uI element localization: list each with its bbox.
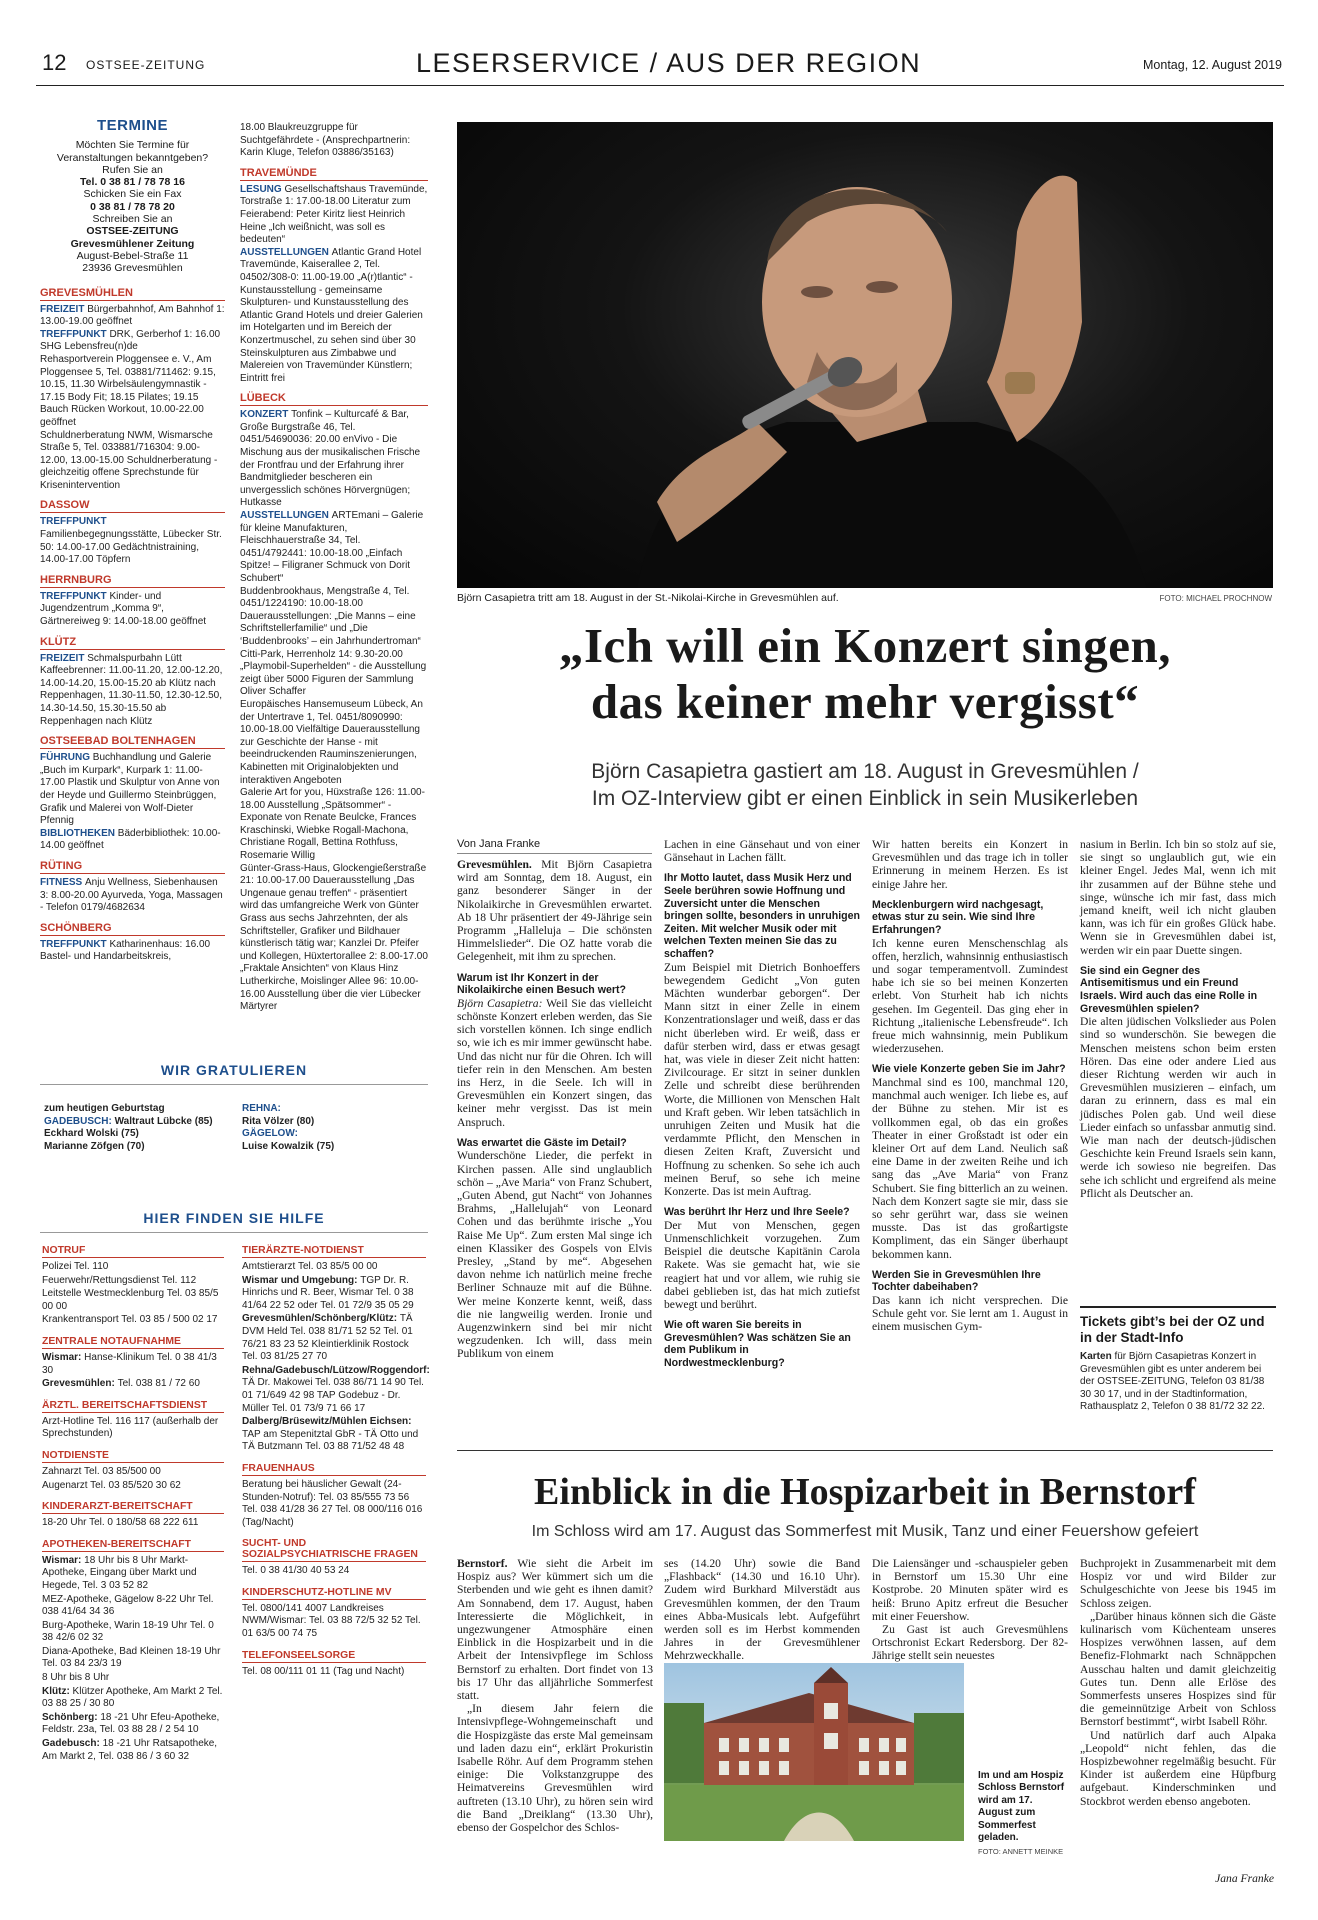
hilfe-entry-text: Krankentransport Tel. 03 85 / 500 02 17 [42, 1314, 218, 1326]
termine-title: TERMINE [97, 117, 168, 134]
hilfe-entry-text: Leitstelle Westmecklenburg Tel. 03 85/5 00 00 [42, 1288, 219, 1312]
hilfe-entry [42, 1275, 224, 1288]
hilfe-entry-bold: Gadebusch: [42, 1738, 103, 1750]
event-text: Katharinenhaus: 16.00 Bastel- und Handarbeitskreis, [40, 938, 211, 963]
event-entry [40, 354, 225, 430]
event-category-label: TREFFPUNKT [40, 516, 107, 528]
schloss-illustration [664, 1663, 964, 1841]
hilfe-entry-text: 18-20 Uhr Tel. 0 180/58 68 222 611 [42, 1517, 199, 1529]
second-author: Jana Franke [1215, 1872, 1274, 1885]
paragraph-text: Lachen in eine Gänsehaut und von einer Gänsehaut in Lachen fällt. [664, 838, 860, 865]
hilfe-section-heading: TIERÄRZTE-NOTDIENST [242, 1245, 426, 1258]
hilfe-entry-text: Diana-Apotheke, Bad Kleinen 18-19 Uhr Tel. 03 84 23/3 19 [42, 1645, 221, 1670]
event-category-label: TREFFPUNKT [40, 328, 110, 340]
event-section-heading: HERRNBURG [40, 574, 225, 588]
hilfe-entry-text: Feuerwehr/Rettungsdienst Tel. 112 [42, 1274, 197, 1286]
interview-question: Ihr Motto lautet, dass Musik Herz und Seele berühren sowie Hoffnung und Zuversicht unter die Menschen bringen sollte, besonders in unruhigen Zeiten. Mit welcher Musik oder mit welchen Texten meinen Sie das zu schaffen? [664, 872, 860, 960]
gratulieren-name: Luise Kowalzik (75) [242, 1140, 335, 1152]
hilfe-entry-bold: Schönberg: [42, 1711, 101, 1723]
event-entry [240, 863, 428, 976]
paragraph-text: Manchmal sind es 100, manchmal 120, manchmal auch weniger. Ich liebe es, auf der Bühne zu stehen. Mir ist es vollkommen egal, ob das ein großes Theater in einer Großstadt ist oder ein kleiner Ort auf dem Land. Neulich saß eine Dame in der zweiten Reihe und ich sang das „Ave Maria“ von Franz Schubert. Sie fing bitterlich an zu weinen. Nach dem Konzert sagte sie mir, dass sie so sehr gerührt war, dass sie weinen musste. Das ist das großartigste Kompliment, das ein Sänger überhaupt bekommen kann. [872, 1076, 1068, 1261]
schloss-caption-text: Im und am Hospiz Schloss Bernstorf wird am 17. August zum Sommerfest geladen. [978, 1770, 1065, 1844]
hilfe-entry [242, 1565, 426, 1578]
events-column-1 [40, 117, 225, 964]
event-category-label: FREIZEIT [40, 303, 88, 315]
article-paragraph [1080, 1015, 1276, 1200]
event-text: Anju Wellness, Siebenhausen 3: 8.00-20.00 Ayurveda, Yoga, Massagen - Telefon 0179/4682634 [40, 876, 223, 914]
schloss-photo [664, 1663, 964, 1841]
termine-fax-intro: Schicken Sie ein Fax [83, 188, 182, 201]
hilfe-section-heading: APOTHEKEN-BEREITSCHAFT [42, 1539, 224, 1552]
paragraph-lead: Björn Casapietra: [457, 996, 547, 1010]
hilfe-entry-bold: Grevesmühlen: [42, 1378, 118, 1390]
event-text: Citti-Park, Herrenholz 14: 9.30-20.00 „Playmobil-Superhelden“ - die Ausstellung zeigt über 5000 Figuren der Sammlung Oliver Schaffer [240, 648, 427, 698]
hilfe-entry-text: TAP am Stepenitztal GbR - TÄ Otto und TÄ Butzmann Tel. 03 88 71/52 48 48 [242, 1428, 419, 1453]
event-text: Buddenbrookhaus, Mengstraße 4, Tel. 0451/1224190: 10.00-18.00 Dauerausstellungen: „Die Manns – eine Schriftstellerfamilie“ und „Die ‘Buddenbrooks’ – ein Jahrhundertroman“ [240, 585, 421, 647]
paragraph-lead: Grevesmühlen. [457, 858, 542, 871]
event-section-heading: TRAVEMÜNDE [240, 167, 428, 181]
event-entry [240, 510, 428, 586]
section-title: LESERSERVICE / AUS DER REGION [416, 48, 922, 78]
gratulieren-place: GÄGELOW: [242, 1128, 298, 1140]
article-paragraph [664, 1557, 860, 1663]
gratulieren-right [242, 1103, 334, 1153]
event-text: Gesellschaftshaus Travemünde, Torstraße 1: 17.00-18.00 Literatur zum Feierabend: Peter Kiritz liest Heinrich Heine „Ich weißnicht, was soll es bedeuten“ [240, 183, 428, 246]
hilfe-entry-text: 18 -21 Uhr Ratsapotheke, Am Markt 2, Tel. 038 86 / 3 60 32 [42, 1738, 218, 1762]
main-headline [457, 618, 1273, 730]
hilfe-entry [42, 1416, 224, 1441]
article-paragraph [457, 1557, 653, 1702]
hilfe-entry [242, 1416, 426, 1454]
event-category-label: FÜHRUNG [40, 752, 93, 764]
hilfe-entry [242, 1261, 426, 1274]
event-text: Europäisches Hansemuseum Lübeck, An der Untertrave 1, Tel. 0451/8090990: 10.00-18.00 Vielfältige Dauerausstellung zur Geschichte der Hanse - mit beeindruckenden Rauminszenierungen, Kabinetten mit Originalobjekten und interaktiven Angeboten [240, 698, 423, 786]
second-headline: Einblick in die Hospizarbeit in Bernstorf [534, 1471, 1196, 1513]
article-column-3 [872, 838, 1068, 1334]
event-entry [40, 430, 225, 493]
termine-tel: Tel. 0 38 81 / 78 78 16 [80, 176, 185, 189]
event-entry [40, 752, 225, 828]
events-column-2 [240, 122, 428, 1014]
article-paragraph [664, 838, 860, 864]
second-column-1 [457, 1557, 653, 1834]
article-column-1 [457, 858, 652, 1361]
event-entry [40, 591, 225, 629]
main-subhead-line1: Björn Casapietra gastiert am 18. August in Grevesmühlen / [591, 760, 1139, 783]
article-paragraph [457, 1149, 652, 1360]
second-subhead: Im Schloss wird am 17. August das Sommerfest mit Musik, Tanz und einer Feuershow gefeiert [531, 1523, 1199, 1540]
event-entry [40, 516, 225, 566]
event-section-heading: RÜTING [40, 860, 225, 874]
interview-question: Wie viele Konzerte geben Sie im Jahr? [872, 1063, 1066, 1076]
article-paragraph [457, 1702, 653, 1834]
event-text: Kinder- und Jugendzentrum „Komma 9“, Gärtnereiweg 9: 14.00-18.00 geöffnet [40, 590, 207, 628]
event-text: Buchhandlung und Galerie „Buch im Kurpark“, Kurpark 1: 11.00-17.00 Plastik und Skulptur von Anne von der Heyde und Guillermo Steinbrüggen, Grafik und Malerei von Wolf-Dieter Pfennig [40, 752, 220, 827]
article-column-4 [1080, 838, 1276, 1200]
termine-addr1: OSTSEE-ZEITUNG [86, 225, 179, 238]
hilfe-entry [42, 1594, 224, 1619]
issue-date: Montag, 12. August 2019 [1143, 58, 1282, 72]
event-entry [240, 787, 428, 863]
page-header [36, 46, 1284, 86]
hilfe-section-heading: TELEFONSEELSORGE [242, 1650, 426, 1663]
gratulieren-entry [242, 1116, 334, 1129]
article-paragraph [1080, 1729, 1276, 1808]
schloss-photo-credit: FOTO: ANNETT MEINKE [978, 1847, 1064, 1857]
main-photo-credit: FOTO: MICHAEL PROCHNOW [1159, 594, 1272, 603]
article-paragraph [872, 838, 1068, 891]
event-entry [40, 329, 225, 354]
tickets-title: Tickets gibt’s bei der OZ und in der Stadt-Info [1080, 1314, 1265, 1345]
event-text: Schuldnerberatung NWM, Wismarsche Straße 5, Tel. 033881/716304: 9.00-12.00, 13.00-15.00 Schuldnerberatung - gleichzeitig offene Sprechstunde für Krisenintervention [40, 429, 218, 491]
article-paragraph [664, 961, 860, 1199]
paragraph-lead: Bernstorf. [457, 1557, 518, 1570]
hilfe-entry [42, 1480, 224, 1493]
event-category-label: AUSSTELLUNGEN [240, 246, 332, 258]
paragraph-text: Wir hatten bereits ein Konzert in Grevesmühlen und das trage ich in toller Erinnerung in meinem Herzen. Es ist einige Jahre her. [872, 838, 1068, 891]
main-subhead-line2: Im OZ-Interview gibt er einen Einblick in sein Musikerleben [591, 787, 1139, 810]
event-entry [240, 976, 428, 1014]
main-headline-line1: „Ich will ein Konzert singen, [558, 618, 1172, 673]
event-text: Galerie Art for you, Hüxstraße 126: 11.00-18.00 Ausstellung „Spätsommer“ - Exponate von Renate Beulcke, Frances Kraschinski, Wiebke Rogall-Machona, Christiane Rogall, Bettina Rothfuss, Rosemarie Willig [240, 787, 425, 862]
event-category-label: KONZERT [240, 409, 292, 421]
event-section-heading: OSTSEEBAD BOLTENHAGEN [40, 735, 225, 749]
hilfe-section-heading: NOTDIENSTE [42, 1450, 224, 1463]
hilfe-entry-text: Burg-Apotheke, Warin 18-19 Uhr Tel. 0 38 42/6 02 32 [42, 1619, 214, 1644]
hilfe-entry [242, 1666, 426, 1679]
interview-question: Was berührt Ihr Herz und Ihre Seele? [664, 1206, 850, 1219]
event-text: Atlantic Grand Hotel Travemünde, Kaiserallee 2, Tel. 04502/308-0: 11.00-19.00 „A(r)tlantic“ - Kunstausstellung - gemeinsame Skulpturen- und Kunstausstellung des Atlantic Grand Hotels und dreier Galerien im Hotelgarten und im Bereich der Konzertmuschel, zu sehen sind über 30 Steinskulpturen aus Zimbabwe und Malereien von Travemünder Künstlern; Eintritt frei [240, 246, 423, 384]
singer-illustration [457, 122, 1273, 588]
tickets-text-body: für Björn Casapietras Konzert in Grevesmühlen gibt es unter anderem bei der OSTSEE-ZEITUNG, Telefon 03 81/38 30 30 17, und in der Stadtinformation, Rathausplatz 2, Telefon 0 38 81/72 32 22. [1080, 1351, 1265, 1413]
paragraph-text: Die alten jüdischen Volkslieder aus Polen sind so wunderschön. Sie bewegen die Menschen meistens schon beim ersten Hören. Das eine oder andere Lied aus dieser Richtung werden wir auch in Grevesmühlen musizieren – einfach, um daran zu erinnern, dass es mal ein jüdisches Polen gab. Und weil diese Lieder einfach so unfassbar anmutig sind. Wie man nach der deutsch-jüdischen Geschichte kein Freund Israels sein kann, werde ich sowieso nie begreifen. Das sehe ich schlicht und ergreifend als meine Pflicht als Deutscher an. [1080, 1015, 1276, 1200]
event-text: Bürgerbahnhof, Am Bahnhof 1: 13.00-19.00 geöffnet [40, 303, 225, 328]
hilfe-entry [42, 1466, 224, 1479]
gratulieren-entry [242, 1141, 334, 1154]
hilfe-entry [242, 1479, 426, 1529]
hilfe-entry [42, 1686, 224, 1711]
hilfe-entry-bold: Rehna/Gadebusch/Lützow/Roggendorf: [242, 1364, 430, 1376]
interview-question: Warum ist Ihr Konzert in der Nikolaikirche einen Besuch wert? [457, 971, 626, 997]
gratulieren-entry [44, 1116, 213, 1129]
event-text: ARTEmani – Galerie für kleine Manufakturen, Fleischhauerstraße 34, Tel. 0451/4792441: 10.00-18.00 „Einfach Spitze! – Filigraner Schmuck von Dorit Schubert“ [240, 510, 424, 584]
article-paragraph [872, 1557, 1068, 1623]
gratulieren-entry [44, 1128, 213, 1141]
hilfe-entry [42, 1378, 224, 1391]
hilfe-title: HIER FINDEN SIE HILFE [40, 1210, 428, 1233]
hilfe-section-heading: NOTRUF [42, 1245, 224, 1258]
main-headline-line2: das keiner mehr vergisst“ [590, 674, 1140, 729]
hilfe-entry-text: TÄ Dr. Makowei Tel. 038 86/71 14 90 Tel. 01 71/649 42 98 TAP Godebuz - Dr. Müller Tel. 01 73/9 71 66 17 [242, 1377, 424, 1414]
gratulieren-name: Waltraut Lübcke (85) [114, 1115, 213, 1127]
event-entry [40, 877, 225, 915]
hilfe-section-heading: FRAUENHAUS [242, 1463, 426, 1476]
hilfe-section-heading: ÄRZTL. BEREITSCHAFTSDIENST [42, 1400, 224, 1413]
second-column-3 [872, 1557, 1068, 1663]
termine-box [40, 117, 225, 275]
gratulieren-entry [242, 1103, 334, 1116]
paragraph-text: Wie sieht die Arbeit im Hospiz aus? Wer kümmert sich um die Sterbenden und wie geht es ihnen damit? Am Sonnabend, dem 17. August, haben Interessierte die Möglichkeit, in ungezwungener Atmosphäre einen Einblick in die Hospizarbeit und in die Arbeit der Intensivpflege im Schloss Bernstorf zu erhalten. Dort findet von 13 bis 17 Uhr das alljährliche Sommerfest statt. [457, 1557, 654, 1703]
event-section-heading: KLÜTZ [40, 636, 225, 650]
main-photo-caption: Björn Casapietra tritt am 18. August in der St.-Nikolai-Kirche in Grevesmühlen auf. [457, 592, 839, 604]
gratulieren-name: Eckhard Wolski (75) [44, 1128, 139, 1140]
hilfe-box [40, 1210, 430, 1762]
hilfe-entry [42, 1555, 224, 1593]
event-entry [240, 409, 428, 510]
hilfe-entry-bold: Wismar und Umgebung: [242, 1274, 361, 1286]
article-paragraph [872, 1294, 1068, 1334]
paragraph-text: „In diesem Jahr feiern die Intensivpflege-Wohngemeinschaft und die Hospizgäste das erste Mal gemeinsam und laden dazu ein“, erklärt Prokuristin Isabelle Röhr. Auf dem Programm stehen einige: Die Volkstanzgruppe des Heimatvereins Grevesmühlen wird auftreten (13.10 Uhr), zu hören sein wird die Band „Dreiklang“ (13.30 Uhr), ebenso der Gospelchor des Schlos- [457, 1702, 653, 1835]
gratulieren-left [44, 1116, 213, 1154]
events-list-2 [240, 122, 428, 1014]
main-subhead [457, 758, 1273, 812]
termine-addr4: 23936 Grevesmühlen [82, 262, 183, 275]
paragraph-text: Mit Björn Casapietra wird am Sonntag, dem 18. August, ein ganz besonderer Sänger in der Nikolaikirche in Grevesmühlen erwartet. Ab 18 Uhr präsentiert der 49-Jährige sein Programm „Halleluja – Die schönsten Himmelslieder“. Die OZ hatte vorab die Gelegenheit, mit ihm zu sprechen. [457, 858, 652, 964]
hilfe-entry [42, 1352, 224, 1377]
schloss-caption [978, 1770, 1068, 1859]
hilfe-entry-text: 18 Uhr bis 8 Uhr Markt-Apotheke, Eingang über Markt und Hegede, Tel. 3 03 52 82 [42, 1554, 197, 1591]
hilfe-column-1 [42, 1236, 224, 1764]
gratulieren-name: Rita Völzer (80) [242, 1115, 315, 1127]
hilfe-entry-text: Beratung bei häuslicher Gewalt (24-Stunden-Notruf): Tel. 03 85/555 73 56 Tel. 038 41/28 36 27 Tel. 08 000/116 016 (Tag/Nacht) [242, 1478, 423, 1528]
hilfe-entry [242, 1364, 430, 1415]
hilfe-entry-text: MEZ-Apotheke, Gägelow 8-22 Uhr Tel. 038 41/64 34 36 [42, 1593, 214, 1618]
hilfe-entry [42, 1738, 224, 1763]
article-paragraph [664, 1219, 860, 1311]
termine-addr2: Grevesmühlener Zeitung [70, 237, 195, 250]
event-section-heading: LÜBECK [240, 392, 428, 406]
event-category-label: AUSSTELLUNGEN [240, 510, 332, 522]
event-entry [240, 699, 428, 787]
event-text: Bäderbibliothek: 10.00-14.00 geöffnet [40, 827, 221, 852]
hilfe-entry-text: Tel. 0800/141 4007 Landkreises NWM/Wismar: Tel. 03 88 72/5 32 52 Tel. 01 63/5 00 74 75 [242, 1602, 421, 1640]
interview-question: Wie oft waren Sie bereits in Grevesmühlen? Was schätzen Sie an dem Publikum in Nordwestmecklenburg? [664, 1319, 851, 1370]
termine-fax: 0 38 81 / 78 78 20 [90, 200, 175, 213]
hilfe-entry [42, 1672, 224, 1685]
gratulieren-place: REHNA: [242, 1103, 281, 1114]
event-entry [240, 184, 428, 247]
interview-question: Was erwartet die Gäste im Detail? [457, 1136, 627, 1149]
hilfe-entry [42, 1517, 224, 1530]
hilfe-section-heading: KINDERARZT-BEREITSCHAFT [42, 1501, 224, 1514]
event-text: Tonfink – Kulturcafé & Bar, Große Burgstraße 46, Tel. 0451/54690036: 20.00 enVivo - Die Mischung aus der musikalischen Frische der Frontfrau und der Erfahrung ihrer Bandmitglieder bescheren ein unvergesslich schönes Hörvergnügen; Hutkasse [240, 409, 421, 509]
paragraph-text: Der Mut von Menschen, gegen Unmenschlichkeit vorzugehen. Zum Beispiel die deutsche Kapitänin Carola Rakete. Was sie gemacht hat, wie sie reagiert hat und vor allem, wie ruhig sie dabei geblieben ist, das hat mich zutiefst bewegt und berührt. [664, 1218, 860, 1312]
event-section-heading: DASSOW [40, 499, 225, 513]
paragraph-text: Zu Gast ist auch Grevesmühlens Ortschronist Eckart Redersborg. Der 82-Jährige stellt sein neuestes [872, 1623, 1068, 1663]
event-text: Rehasportverein Ploggensee e. V., Am Ploggensee 5, Tel. 03881/711462: 9.15, 10.15, 11.30 Wirbelsäulengymnastik - 17.15 Body Fit; 18.15 Pilates; 19.15 Bauch Rücken Workout, 10.00-22.00 geöffnet [40, 353, 216, 428]
event-entry [40, 828, 225, 853]
event-category-label: TREFFPUNKT [40, 590, 110, 602]
hilfe-entry [42, 1620, 224, 1645]
hilfe-entry [42, 1646, 224, 1671]
paragraph-text: Das kann ich nicht versprechen. Die Schule geht vor. Sie lernt am 1. August in einem musischen Gym- [872, 1294, 1068, 1334]
hilfe-entry-text: Tel. 038 81 / 72 60 [117, 1378, 200, 1390]
paragraph-text: „Darüber hinaus können sich die Gäste kulinarisch vom Küchenteam unseres Hospizes verwöhnen lassen, auf dem Benefiz-Flohmarkt nach Schnäppchen Ausschau halten und damit gleichzeitig Gutes tun. Denn alle Erlöse des Sommerfests unseres Hospizes sind für die gemeinnützige Arbeit von Schloss Bernstorf bestimmt“, wirbt Isabell Röhr. [1080, 1609, 1276, 1729]
hilfe-entry-text: Zahnarzt Tel. 03 85/500 00 [42, 1465, 161, 1477]
gratulieren-entry [242, 1128, 334, 1141]
hilfe-entry [42, 1261, 224, 1274]
hilfe-entry [242, 1275, 426, 1313]
event-text: Lutherkirche, Moislinger Allee 96: 10.00-16.00 Ausstellung über die vier Lübecker Märtyrer [240, 976, 421, 1013]
article-paragraph [872, 1076, 1068, 1261]
event-text: Günter-Grass-Haus, Glockengießerstraße 21: 10.00-17.00 Dauerausstellung „Das Ungenaue genau treffen“ - präsentiert wird das umfangreiche Werk von Günter Grass aus sechs Jahrzehnten, der als Schriftsteller, Grafiker und Bildhauer künstlerisch tätig war; Kanzlei Dr. Pfeifer und Kollegen, Hüxtertorallee 2: 8.00-17.00 „Fraktale Ansichten“ von Klaus Hinz [240, 862, 428, 975]
hilfe-entry-text: Polizei Tel. 110 [42, 1261, 109, 1272]
hilfe-entry-text: 18 -21 Uhr Efeu-Apotheke, Feldstr. 23a, Tel. 03 88 28 / 2 54 10 [42, 1711, 220, 1736]
article-paragraph [1080, 1610, 1276, 1729]
interview-question: Mecklenburgern wird nachgesagt, etwas stur zu sein. Wie sind Ihre Erfahrungen? [872, 898, 1044, 936]
interview-question: Sie sind ein Gegner des Antisemitismus und ein Freund Israels. Wird auch das eine Rolle in Grevesmühlen spielen? [1080, 964, 1258, 1015]
gratulieren-box [40, 1062, 428, 1173]
hilfe-entry [242, 1603, 426, 1641]
paragraph-text: Und natürlich darf auch Alpaka „Leopold“ nicht fehlen, das die Hospizbewohner regelmäßig besucht. Für Kinder ist außerdem eine Hüpfburg aufgebaut. Kinderschminken und Stockbrot werden ebenso angeboten. [1080, 1728, 1276, 1808]
hilfe-entry-bold: Wismar: [42, 1554, 85, 1566]
hilfe-entry-text: Tel. 08 00/111 01 11 (Tag und Nacht) [242, 1665, 405, 1677]
paragraph-text: nasium in Berlin. Ich bin so stolz auf sie, sie singt so unglaublich gut, wie ein kleiner Engel. Jedes Mal, wenn ich mit ihr zusammen auf der Bühne stehe und singe, wünsche ich mir fast, dass mich jemand kneift, weil ich nicht glauben kann, was ich für ein großes Glück habe. Wenn sie in Grevesmühlen dabei ist, werden wir ein paar Duette singen. [1080, 838, 1276, 957]
gratulieren-intro: zum heutigen Geburtstag [44, 1103, 165, 1114]
event-category-label: TREFFPUNKT [40, 938, 110, 950]
event-category-label: LESUNG [240, 183, 285, 195]
event-entry [240, 122, 428, 160]
paragraph-text: Wunderschöne Lieder, die perfekt in Kirchen passen. Alle sind unglaublich schön – „Ave Maria“ von Franz Schubert, „Guten Abend, gut Nacht“ von Johannes Brahms, „Hallelujah“ von Leonard Cohen und das berühmte irische „You Raise Me Up“. Zum ersten Mal singe ich einen Klassiker des Gospels von Elvis Presley, „Stand by me“. Abgesehen davon nehme ich natürlich meine freche Berliner Schnauze mit auf die Bühne. Wer meine Konzerte kennt, weiß, dass die nie langweilig werden. Ironie und Augenzwinkern sind bei mir nicht wegzudenken. Ich will, dass mein Publikum von einem [457, 1149, 652, 1361]
termine-intro: Möchten Sie Termine für Veranstaltungen bekanntgeben? Rufen Sie an [56, 139, 209, 176]
paragraph-text: Weil Sie das vielleicht schönste Konzert erleben werden, das Sie sich vorstellen können. Ich singe endlich so, wie ich es mir immer gewünscht habe. Und das nicht nur für die Ohren. Ich will tiefer rein in den Menschen. Am besten ins Herz, in die Seele. Ich will in Grevesmühlen ein Konzert singen, das keiner mehr vergisst. Das ist mein Anspruch. [457, 996, 652, 1129]
event-entry [40, 939, 225, 964]
event-text: 18.00 Blaukreuzgruppe für Suchtgefährdete - (Ansprechpartnerin: Karin Kluge, Telefon 03886/35163) [240, 122, 411, 159]
article-paragraph [872, 1623, 1068, 1663]
article-paragraph [1080, 1557, 1276, 1610]
termine-addr3: August-Bebel-Straße 11 [76, 249, 189, 262]
event-entry [240, 247, 428, 386]
hilfe-entry [42, 1288, 224, 1313]
byline: Von Jana Franke [457, 838, 652, 854]
event-section-heading: GREVESMÜHLEN [40, 287, 225, 301]
paragraph-text: ses (14.20 Uhr) sowie die Band „Flashback“ (14.30 und 16.10 Uhr). Zudem wird Burkhard Milverstädt aus Grevesmühlen kommen, der den Traum eines Abba-Musicals lebt. Aufgeführt werden soll es im Herbst kommenden Jahres in der Grevesmühlener Mehrzweckhalle. [664, 1557, 860, 1663]
hilfe-column-2 [242, 1236, 430, 1679]
hilfe-section-heading: KINDERSCHUTZ-HOTLINE MV [242, 1587, 426, 1600]
second-article-rule [457, 1450, 1273, 1451]
event-category-label: FREIZEIT [40, 652, 88, 664]
hilfe-entry-text: Augenarzt Tel. 03 85/520 30 62 [42, 1479, 181, 1491]
gratulieren-entry [44, 1141, 213, 1154]
event-text: Familienbegegnungsstätte, Lübecker Str. 50: 14.00-17.00 Gedächtnistraining, 14.00-17.00 Töpfern [40, 529, 222, 566]
hilfe-entry-text: Klützer Apotheke, Am Markt 2 Tel. 03 88 25 / 30 80 [42, 1685, 223, 1710]
paragraph-text: Ich kenne euren Menschenschlag als offen, herzlich, wahnsinnig enthusiastisch und sogar temperamentvoll. Zumindest habe ich sie so bei meinen Konzerten erlebt. Von Sturheit hab ich nichts gesehen. Im Gegenteil. Das ging eher in Richtung „italienische Lebensfreude“. Ich freue mich wahnsinnig, mein Publikum wiederzusehen. [872, 936, 1068, 1056]
gratulieren-place: GADEBUSCH: [44, 1115, 115, 1127]
gratulieren-title: WIR GRATULIEREN [40, 1062, 428, 1085]
event-entry [40, 653, 225, 729]
event-section-heading: SCHÖNBERG [40, 922, 225, 936]
event-category-label: BIBLIOTHEKEN [40, 827, 118, 839]
hilfe-entry-bold: Grevesmühlen/Schönberg/Klütz: [242, 1313, 400, 1325]
hilfe-entry-text: Amtstierarzt Tel. 03 85/5 00 00 [242, 1261, 378, 1272]
event-entry [240, 586, 428, 649]
hilfe-entry [42, 1314, 224, 1327]
tickets-text [1080, 1351, 1276, 1414]
hilfe-entry-text: Tel. 0 38 41/30 40 53 24 [242, 1565, 350, 1577]
article-column-2 [664, 838, 860, 1370]
paragraph-text: Zum Beispiel mit Dietrich Bonhoeffers bewegendem Gedicht „Von guten Mächten wunderbar geborgen“. Der Mann sitzt in einer Zelle in einem Konzentrationslager und weiß, dass er das nicht überleben wird. Er weiß, dass er dafür sterben wird, dass er etwas gesagt hat, was viele in dieser Zeit nicht hatten: Zivilcourage. Er sitzt in seiner dunklen Zelle und schreibt diese berührenden Worte, die Millionen von Menschen Halt und Kraft geben. Wir leben tatsächlich in unruhigen Zeiten und Musik hat die verdammte Pflicht, den Menschen in diesen Zeiten Kraft, Zuversicht und Hoffnung zu schenken. So sehe ich auch meinen Beruf, so sehe ich meine Konzerte. Das ist mein Auftrag. [664, 960, 860, 1199]
paper-name: OSTSEE-ZEITUNG [86, 58, 206, 72]
paragraph-text: Buchprojekt in Zusammenarbeit mit dem Hospiz vor und wird Bilder zur Schulgeschichte von Jeese bis 1945 im Schloss zeigen. [1080, 1557, 1276, 1610]
hilfe-entry-bold: Wismar: [42, 1351, 85, 1363]
interview-question: Werden Sie in Grevesmühlen Ihre Tochter dabeihaben? [872, 1268, 1041, 1294]
event-entry [40, 304, 225, 329]
gratulieren-name: Marianne Zöfgen (70) [44, 1140, 145, 1152]
hilfe-entry-text: TÄ DVM Held Tel. 038 81/71 52 52 Tel. 01 76/21 83 23 52 Kleintierklinik Rostock Tel. 03 81/25 27 70 [242, 1313, 413, 1363]
event-category-label: FITNESS [40, 876, 86, 888]
event-text: DRK, Gerberhof 1: 16.00 SHG Lebensfreu(n)de [40, 328, 221, 353]
hilfe-entry-text: TGP Dr. R. Hinrichs und R. Beer, Wismar Tel. 0 38 41/64 22 52 oder Tel. 01 72/9 35 05 29 [242, 1274, 414, 1311]
termine-write-intro: Schreiben Sie an [92, 213, 173, 226]
hilfe-section-heading: SUCHT- UND SOZIALPSYCHIATRISCHE FRAGEN [242, 1538, 426, 1562]
article-paragraph [872, 937, 1068, 1056]
article-paragraph [457, 997, 652, 1129]
tickets-text-bold: Karten [1080, 1351, 1112, 1362]
hilfe-entry [42, 1712, 224, 1737]
article-paragraph [1080, 838, 1276, 957]
hilfe-section-heading: ZENTRALE NOTAUFNAHME [42, 1336, 224, 1349]
event-entry [240, 649, 428, 699]
hilfe-entry [242, 1313, 426, 1363]
hilfe-entry-text: Arzt-Hotline Tel. 116 117 (außerhalb der Sprechstunden) [42, 1415, 219, 1440]
events-list-1 [40, 287, 225, 964]
hilfe-entry-bold: Dalberg/Brüsewitz/Mühlen Eichsen: [242, 1416, 412, 1428]
second-column-2 [664, 1557, 860, 1663]
tickets-infobox [1080, 1306, 1276, 1414]
hilfe-entry-text: Hanse-Klinikum Tel. 0 38 41/3 30 [42, 1351, 217, 1376]
page-number: 12 [42, 50, 67, 75]
article-paragraph [457, 858, 652, 964]
paragraph-text: Die Laiensänger und -schauspieler geben in Bernstorf um 15.30 Uhr eine Kostprobe. 20 Minuten später wird es heiß: Bruno Apitz erfreut die Besucher mit einer Feuershow. [872, 1557, 1068, 1623]
second-column-4 [1080, 1557, 1276, 1808]
event-text: Schmalspurbahn Lütt Kaffeebrenner: 11.00-11.20, 12.00-12.20, 14.00-14.20, 15.00-15.20 ab Klütz nach Reppenhagen, 11.30-11.50, 12.30-12.50, 14.30-14.50, 15.30-15.50 ab Reppenhagen nach Klütz [40, 652, 223, 727]
main-photo [457, 122, 1273, 588]
hilfe-entry-bold: Klütz: [42, 1685, 73, 1697]
hilfe-entry-text: 8 Uhr bis 8 Uhr [42, 1672, 110, 1684]
